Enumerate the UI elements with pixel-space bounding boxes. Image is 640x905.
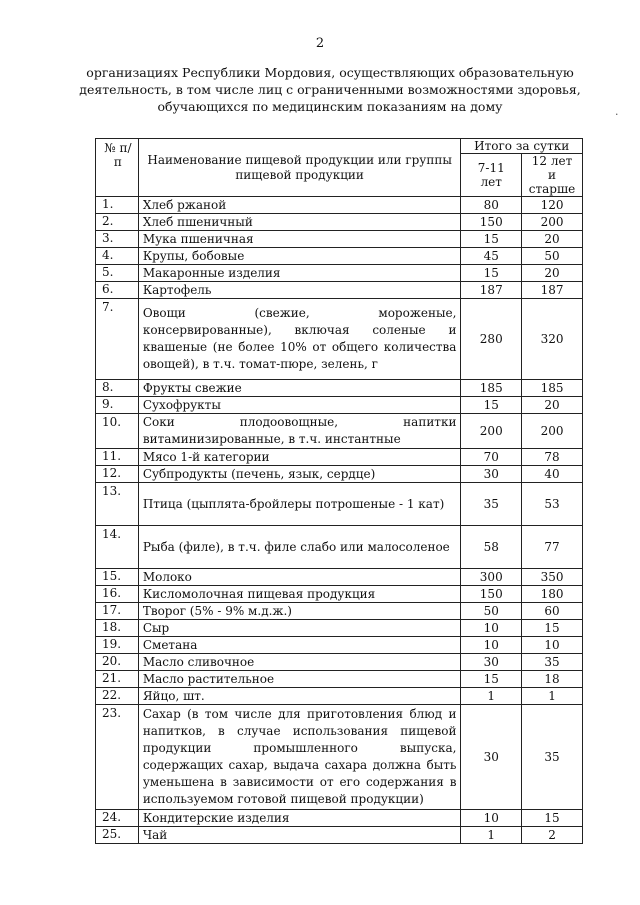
row-value-7-11: 187 <box>461 282 522 299</box>
row-product-name: Мука пшеничная <box>138 231 461 248</box>
row-value-12-plus: 15 <box>522 810 583 827</box>
table-row <box>96 688 583 705</box>
row-value-12-plus: 77 <box>522 526 583 569</box>
row-number: 24. <box>96 810 139 827</box>
table-row <box>96 397 583 414</box>
row-number: 25. <box>96 827 139 844</box>
row-value-7-11: 10 <box>461 637 522 654</box>
row-number: 20. <box>96 654 139 671</box>
row-product-name: Яйцо, шт. <box>138 688 461 705</box>
row-value-7-11: 70 <box>461 449 522 466</box>
row-number: 23. <box>96 705 139 810</box>
row-value-7-11: 1 <box>461 827 522 844</box>
row-value-7-11: 30 <box>461 466 522 483</box>
table-row <box>96 705 583 810</box>
header-num: № п/п <box>96 139 139 197</box>
row-number: 4. <box>96 248 139 265</box>
row-product-name: Масло сливочное <box>138 654 461 671</box>
row-value-7-11: 80 <box>461 197 522 214</box>
table-row <box>96 414 583 449</box>
table-row <box>96 827 583 844</box>
row-number: 15. <box>96 569 139 586</box>
row-number: 9. <box>96 397 139 414</box>
row-value-12-plus: 200 <box>522 214 583 231</box>
table-row <box>96 449 583 466</box>
food-norms-table <box>95 138 583 844</box>
row-value-12-plus: 1 <box>522 688 583 705</box>
row-value-7-11: 15 <box>461 671 522 688</box>
table-row <box>96 265 583 282</box>
table-row <box>96 380 583 397</box>
row-value-7-11: 50 <box>461 603 522 620</box>
row-number: 10. <box>96 414 139 449</box>
row-value-12-plus: 20 <box>522 231 583 248</box>
row-product-name: Мясо 1-й категории <box>138 449 461 466</box>
row-value-7-11: 58 <box>461 526 522 569</box>
row-number: 21. <box>96 671 139 688</box>
row-product-name: Кисломолочная пищевая продукция <box>138 586 461 603</box>
row-value-12-plus: 35 <box>522 654 583 671</box>
row-number: 12. <box>96 466 139 483</box>
row-product-name: Макаронные изделия <box>138 265 461 282</box>
row-value-12-plus: 60 <box>522 603 583 620</box>
row-value-12-plus: 320 <box>522 299 583 380</box>
row-value-12-plus: 15 <box>522 620 583 637</box>
row-product-name: Крупы, бобовые <box>138 248 461 265</box>
row-value-12-plus: 10 <box>522 637 583 654</box>
header-col-b: 12 лет и старше <box>522 154 583 197</box>
row-number: 3. <box>96 231 139 248</box>
row-product-name: Молоко <box>138 569 461 586</box>
table-row <box>96 466 583 483</box>
row-product-name: Масло растительное <box>138 671 461 688</box>
row-number: 18. <box>96 620 139 637</box>
margin-mark: · <box>615 108 619 121</box>
row-value-7-11: 1 <box>461 688 522 705</box>
row-value-12-plus: 40 <box>522 466 583 483</box>
row-value-12-plus: 185 <box>522 380 583 397</box>
row-number: 7. <box>96 299 139 380</box>
table-row <box>96 214 583 231</box>
table-row <box>96 231 583 248</box>
row-product-name: Сметана <box>138 637 461 654</box>
row-product-name: Субпродукты (печень, язык, сердце) <box>138 466 461 483</box>
row-value-12-plus: 20 <box>522 397 583 414</box>
table-row <box>96 654 583 671</box>
row-value-7-11: 30 <box>461 654 522 671</box>
row-value-7-11: 45 <box>461 248 522 265</box>
heading-line: деятельность, в том числе лиц с ограниченными возможностями здоровья, <box>79 82 581 97</box>
row-product-name: Кондитерские изделия <box>138 810 461 827</box>
header-total: Итого за сутки <box>461 139 583 154</box>
table-row <box>96 299 583 380</box>
row-value-7-11: 10 <box>461 620 522 637</box>
row-product-name: Соки плодоовощные, напитки витаминизированные, в т.ч. инстантные <box>138 414 461 449</box>
row-value-7-11: 15 <box>461 397 522 414</box>
header-col-a: 7-11 лет <box>461 154 522 197</box>
row-number: 22. <box>96 688 139 705</box>
row-number: 1. <box>96 197 139 214</box>
row-number: 17. <box>96 603 139 620</box>
row-number: 11. <box>96 449 139 466</box>
row-value-7-11: 150 <box>461 586 522 603</box>
page-number: 2 <box>315 36 325 51</box>
table-row <box>96 569 583 586</box>
row-product-name: Хлеб ржаной <box>138 197 461 214</box>
table-body <box>96 197 583 844</box>
row-number: 2. <box>96 214 139 231</box>
row-value-7-11: 300 <box>461 569 522 586</box>
table-row <box>96 483 583 526</box>
row-product-name: Овощи (свежие, мороженые, консервированные), включая соленые и квашеные (не более 10% от общего количества овощей), в т.ч. томат-пюре, зелень, г <box>138 299 461 380</box>
table-row <box>96 810 583 827</box>
document-heading <box>60 64 600 115</box>
row-value-12-plus: 2 <box>522 827 583 844</box>
table-row <box>96 671 583 688</box>
row-value-7-11: 10 <box>461 810 522 827</box>
table-row <box>96 526 583 569</box>
table-row <box>96 637 583 654</box>
row-value-7-11: 35 <box>461 483 522 526</box>
row-product-name: Хлеб пшеничный <box>138 214 461 231</box>
row-value-7-11: 15 <box>461 231 522 248</box>
row-value-12-plus: 35 <box>522 705 583 810</box>
row-value-12-plus: 180 <box>522 586 583 603</box>
row-value-7-11: 280 <box>461 299 522 380</box>
row-number: 5. <box>96 265 139 282</box>
row-value-12-plus: 20 <box>522 265 583 282</box>
table-row <box>96 586 583 603</box>
row-value-7-11: 15 <box>461 265 522 282</box>
row-product-name: Творог (5% - 9% м.д.ж.) <box>138 603 461 620</box>
table-row <box>96 248 583 265</box>
row-product-name: Картофель <box>138 282 461 299</box>
row-value-12-plus: 50 <box>522 248 583 265</box>
row-number: 16. <box>96 586 139 603</box>
row-number: 6. <box>96 282 139 299</box>
table-row <box>96 620 583 637</box>
row-product-name: Рыба (филе), в т.ч. филе слабо или малосоленое <box>138 526 461 569</box>
row-value-7-11: 150 <box>461 214 522 231</box>
heading-line: организациях Республики Мордовия, осуществляющих образовательную <box>86 65 574 80</box>
row-number: 13. <box>96 483 139 526</box>
row-value-12-plus: 78 <box>522 449 583 466</box>
row-product-name: Сыр <box>138 620 461 637</box>
row-product-name: Сахар (в том числе для приготовления блюд и напитков, в случае использования пищевой продукции промышленного выпуска, содержащих сахар, выдача сахара должна быть уменьшена в зависимости от его содержания в используемом готовой пищевой продукции) <box>138 705 461 810</box>
row-number: 8. <box>96 380 139 397</box>
row-number: 19. <box>96 637 139 654</box>
row-product-name: Птица (цыплята-бройлеры потрошеные - 1 кат) <box>138 483 461 526</box>
row-product-name: Сухофрукты <box>138 397 461 414</box>
header-name: Наименование пищевой продукции или группы пищевой продукции <box>138 139 461 197</box>
table-row <box>96 197 583 214</box>
table-row <box>96 282 583 299</box>
row-value-12-plus: 18 <box>522 671 583 688</box>
row-value-12-plus: 350 <box>522 569 583 586</box>
row-value-12-plus: 53 <box>522 483 583 526</box>
row-product-name: Чай <box>138 827 461 844</box>
row-product-name: Фрукты свежие <box>138 380 461 397</box>
row-value-7-11: 200 <box>461 414 522 449</box>
row-number: 14. <box>96 526 139 569</box>
row-value-12-plus: 187 <box>522 282 583 299</box>
table-row <box>96 603 583 620</box>
row-value-12-plus: 120 <box>522 197 583 214</box>
row-value-7-11: 30 <box>461 705 522 810</box>
row-value-12-plus: 200 <box>522 414 583 449</box>
heading-line: обучающихся по медицинским показаниям на дому <box>157 99 503 114</box>
row-value-7-11: 185 <box>461 380 522 397</box>
